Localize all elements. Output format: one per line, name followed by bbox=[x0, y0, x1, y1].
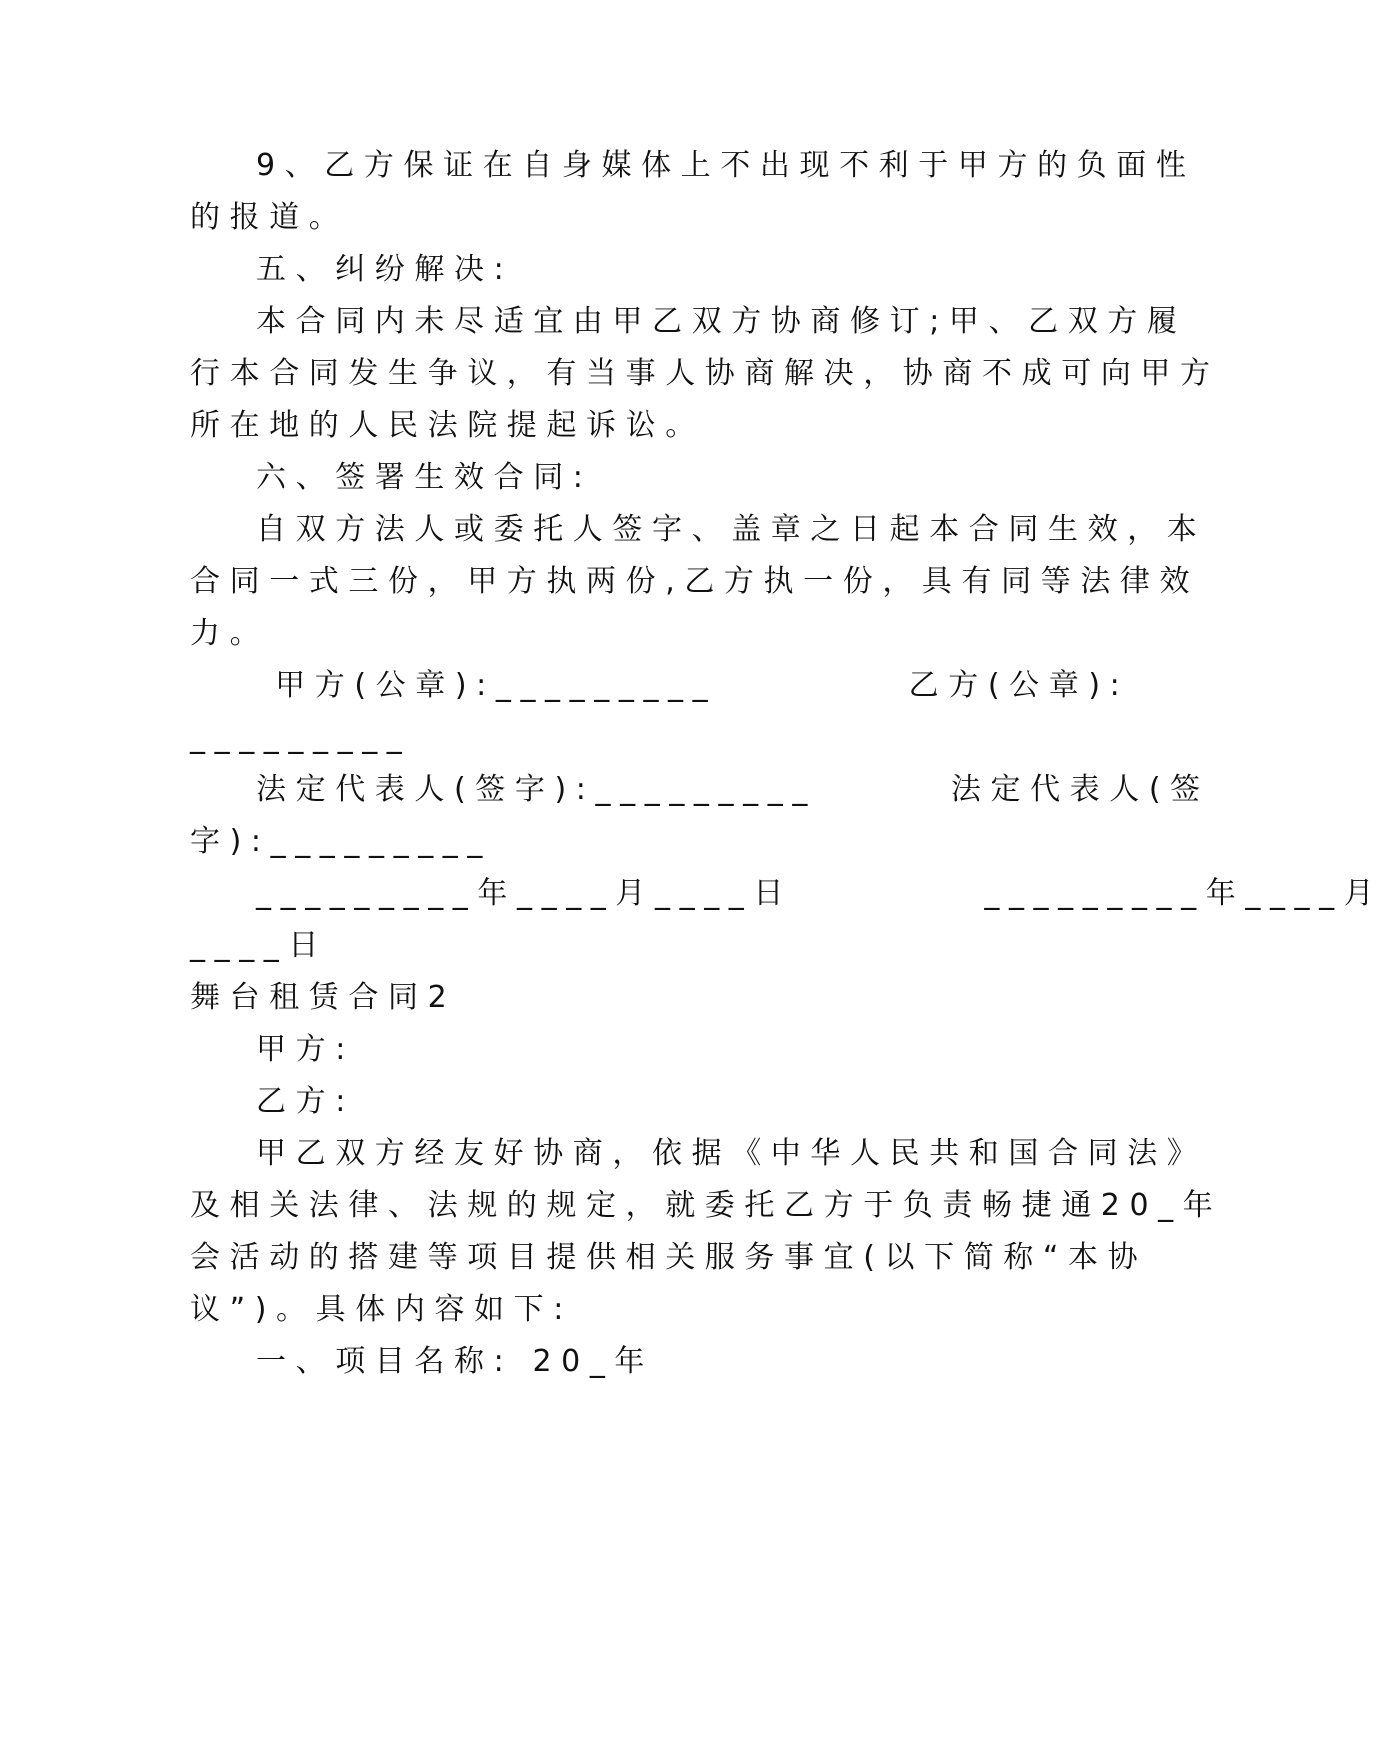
paragraph-line: 会活动的搭建等项目提供相关服务事宜(以下简称“本协 bbox=[190, 1240, 1148, 1275]
section-heading: 五、纠纷解决: bbox=[256, 252, 514, 287]
signature-line: 法定代表人(签字):_________ 法定代表人(签 bbox=[256, 772, 1210, 807]
paragraph-line: 及相关法律、法规的规定，就委托乙方于负责畅捷通20_年 bbox=[190, 1188, 1223, 1223]
date-line: _________年____月____日 _________年____月 bbox=[256, 876, 1383, 911]
paragraph-line: 议”)。具体内容如下: bbox=[190, 1292, 573, 1327]
paragraph-line: 9、乙方保证在自身媒体上不出现不利于甲方的负面性 bbox=[256, 148, 1196, 183]
section-heading: 一、项目名称: 20_年 bbox=[256, 1344, 655, 1379]
party-line: 乙方: bbox=[256, 1084, 355, 1119]
date-line: ____日 bbox=[190, 928, 328, 963]
paragraph-line: 合同一式三份，甲方执两份,乙方执一份，具有同等法律效 bbox=[190, 564, 1200, 599]
paragraph-line: 所在地的人民法院提起诉讼。 bbox=[190, 408, 705, 443]
signature-line: 甲方(公章):_________ 乙方(公章): bbox=[256, 668, 1130, 703]
section-heading: 六、签署生效合同: bbox=[256, 460, 593, 495]
paragraph-line: 本合同内未尽适宜由甲乙双方协商修订;甲、乙双方履 bbox=[256, 304, 1187, 339]
signature-line: 字):_________ bbox=[190, 824, 493, 859]
paragraph-line: 甲乙双方经友好协商，依据《中华人民共和国合同法》 bbox=[256, 1136, 1207, 1171]
paragraph-line: 自双方法人或委托人签字、盖章之日起本合同生效，本 bbox=[256, 512, 1207, 547]
paragraph-line: 的报道。 bbox=[190, 200, 349, 235]
signature-line: _________ bbox=[190, 720, 412, 755]
paragraph-line: 行本合同发生争议，有当事人协商解决，协商不成可向甲方 bbox=[190, 356, 1220, 391]
paragraph-line: 力。 bbox=[190, 616, 270, 651]
party-line: 甲方: bbox=[256, 1032, 355, 1067]
contract-title: 舞台租赁合同2 bbox=[190, 980, 457, 1015]
